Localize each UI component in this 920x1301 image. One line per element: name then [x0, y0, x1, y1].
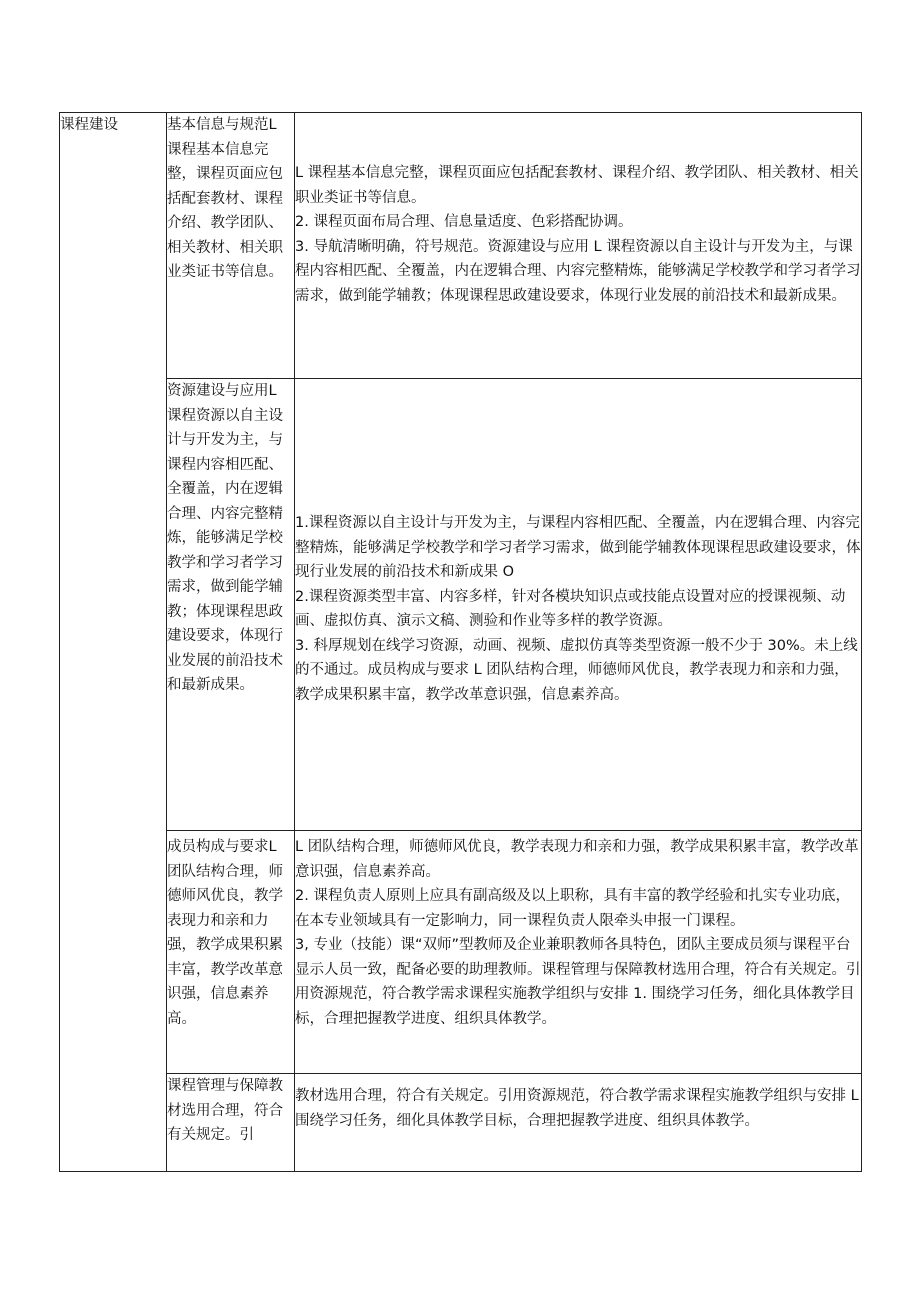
- table-row: [60, 1074, 862, 1172]
- category-label: 课程建设: [60, 117, 118, 133]
- table-row: [60, 113, 862, 379]
- detail-cell: [295, 831, 862, 1074]
- table-row: [60, 831, 862, 1074]
- detail-text: 1.课程资源以自主设计与开发为主，与课程内容相匹配、全覆盖，内在逻辑合理、内容完整精炼，能够满足学校教学和学习者学习需求，做到能学辅教体现课程思政建设要求，体现行业发展的前沿技术和新成果 O 2.课程资源类型丰富、内容多样，针对各模块知识点或技能点设置对应的授课视频、动画、虚拟仿真、演示文稿、测验和作业等多样的教学资源。 3. 科厚规划在线学习资源，动画、视频、虚拟仿真等类型资源一般不少于 30%。未上线的不通过。成员构成与要求 L 团队结构合理，师德师风优良，教学表现力和亲和力强，教学成果积累丰富，教学改革意识强，信息素养高。: [295, 515, 861, 703]
- category-cell: [60, 113, 167, 1172]
- criterion-cell: [167, 831, 295, 1074]
- criterion-cell: [167, 379, 295, 831]
- detail-text: L 课程基本信息完整，课程页面应包括配套教材、课程介绍、教学团队、相关教材、相关职业类证书等信息。 2. 课程页面布局合理、信息量适度、色彩搭配协调。 3. 导航清晰明确，符号规范。资源建设与应用 L 课程资源以自主设计与开发为主，与课程内容相匹配、全覆盖，内在逻辑合理、内容完整精炼，能够满足学校教学和学习者学习需求，做到能学辅教；体现课程思政建设要求，体现行业发展的前沿技术和最新成果。: [295, 165, 861, 304]
- criterion-text: 基本信息与规范L 课程基本信息完整，课程页面应包括配套教材、课程介绍、教学团队、相关教材、相关职业类证书等信息。: [167, 117, 283, 280]
- course-construction-table: [59, 112, 862, 1172]
- detail-cell: [295, 379, 862, 831]
- detail-text: 教材选用合理，符合有关规定。引用资源规范，符合教学需求课程实施教学组织与安排 L 围绕学习任务，细化具体教学目标，合理把握教学进度、组织具体教学。: [295, 1088, 864, 1129]
- criterion-text: 资源建设与应用L 课程资源以自主设计与开发为主，与课程内容相匹配、全覆盖，内在逻辑合理、内容完整精炼，能够满足学校教学和学习者学习需求，做到能学辅教；体现课程思政建设要求，体现行业发展的前沿技术和最新成果。: [167, 383, 283, 693]
- table-row: [60, 379, 862, 831]
- criterion-text: 成员构成与要求L 团队结构合理，师德师风优良，教学表现力和亲和力强，教学成果积累丰富，教学改革意识强，信息素养高。: [167, 839, 283, 1027]
- criterion-cell: [167, 113, 295, 379]
- criterion-cell: [167, 1074, 295, 1172]
- criterion-text: 课程管理与保障教材选用合理，符合有关规定。引: [167, 1078, 283, 1143]
- detail-text: L 团队结构合理，师德师风优良，教学表现力和亲和力强，教学成果积累丰富，教学改革意识强，信息素养高。 2. 课程负责人原则上应具有副高级及以上职称，具有丰富的教学经验和扎实专业功底，在本专业领域具有一定影响力，同一课程负责人限牵头申报一门课程。 3, 专业（技能）课“双师”型教师及企业兼职教师各具特色，团队主要成员须与课程平台显示人员一致，配备必要的助理教师。课程管理与保障教材选用合理，符合有关规定。引用资源规范，符合教学需求课程实施教学组织与安排 1. 围绕学习任务，细化具体教学目标，合理把握教学进度、组织具体教学。: [295, 839, 861, 1027]
- detail-cell: [295, 1074, 862, 1172]
- detail-cell: [295, 113, 862, 379]
